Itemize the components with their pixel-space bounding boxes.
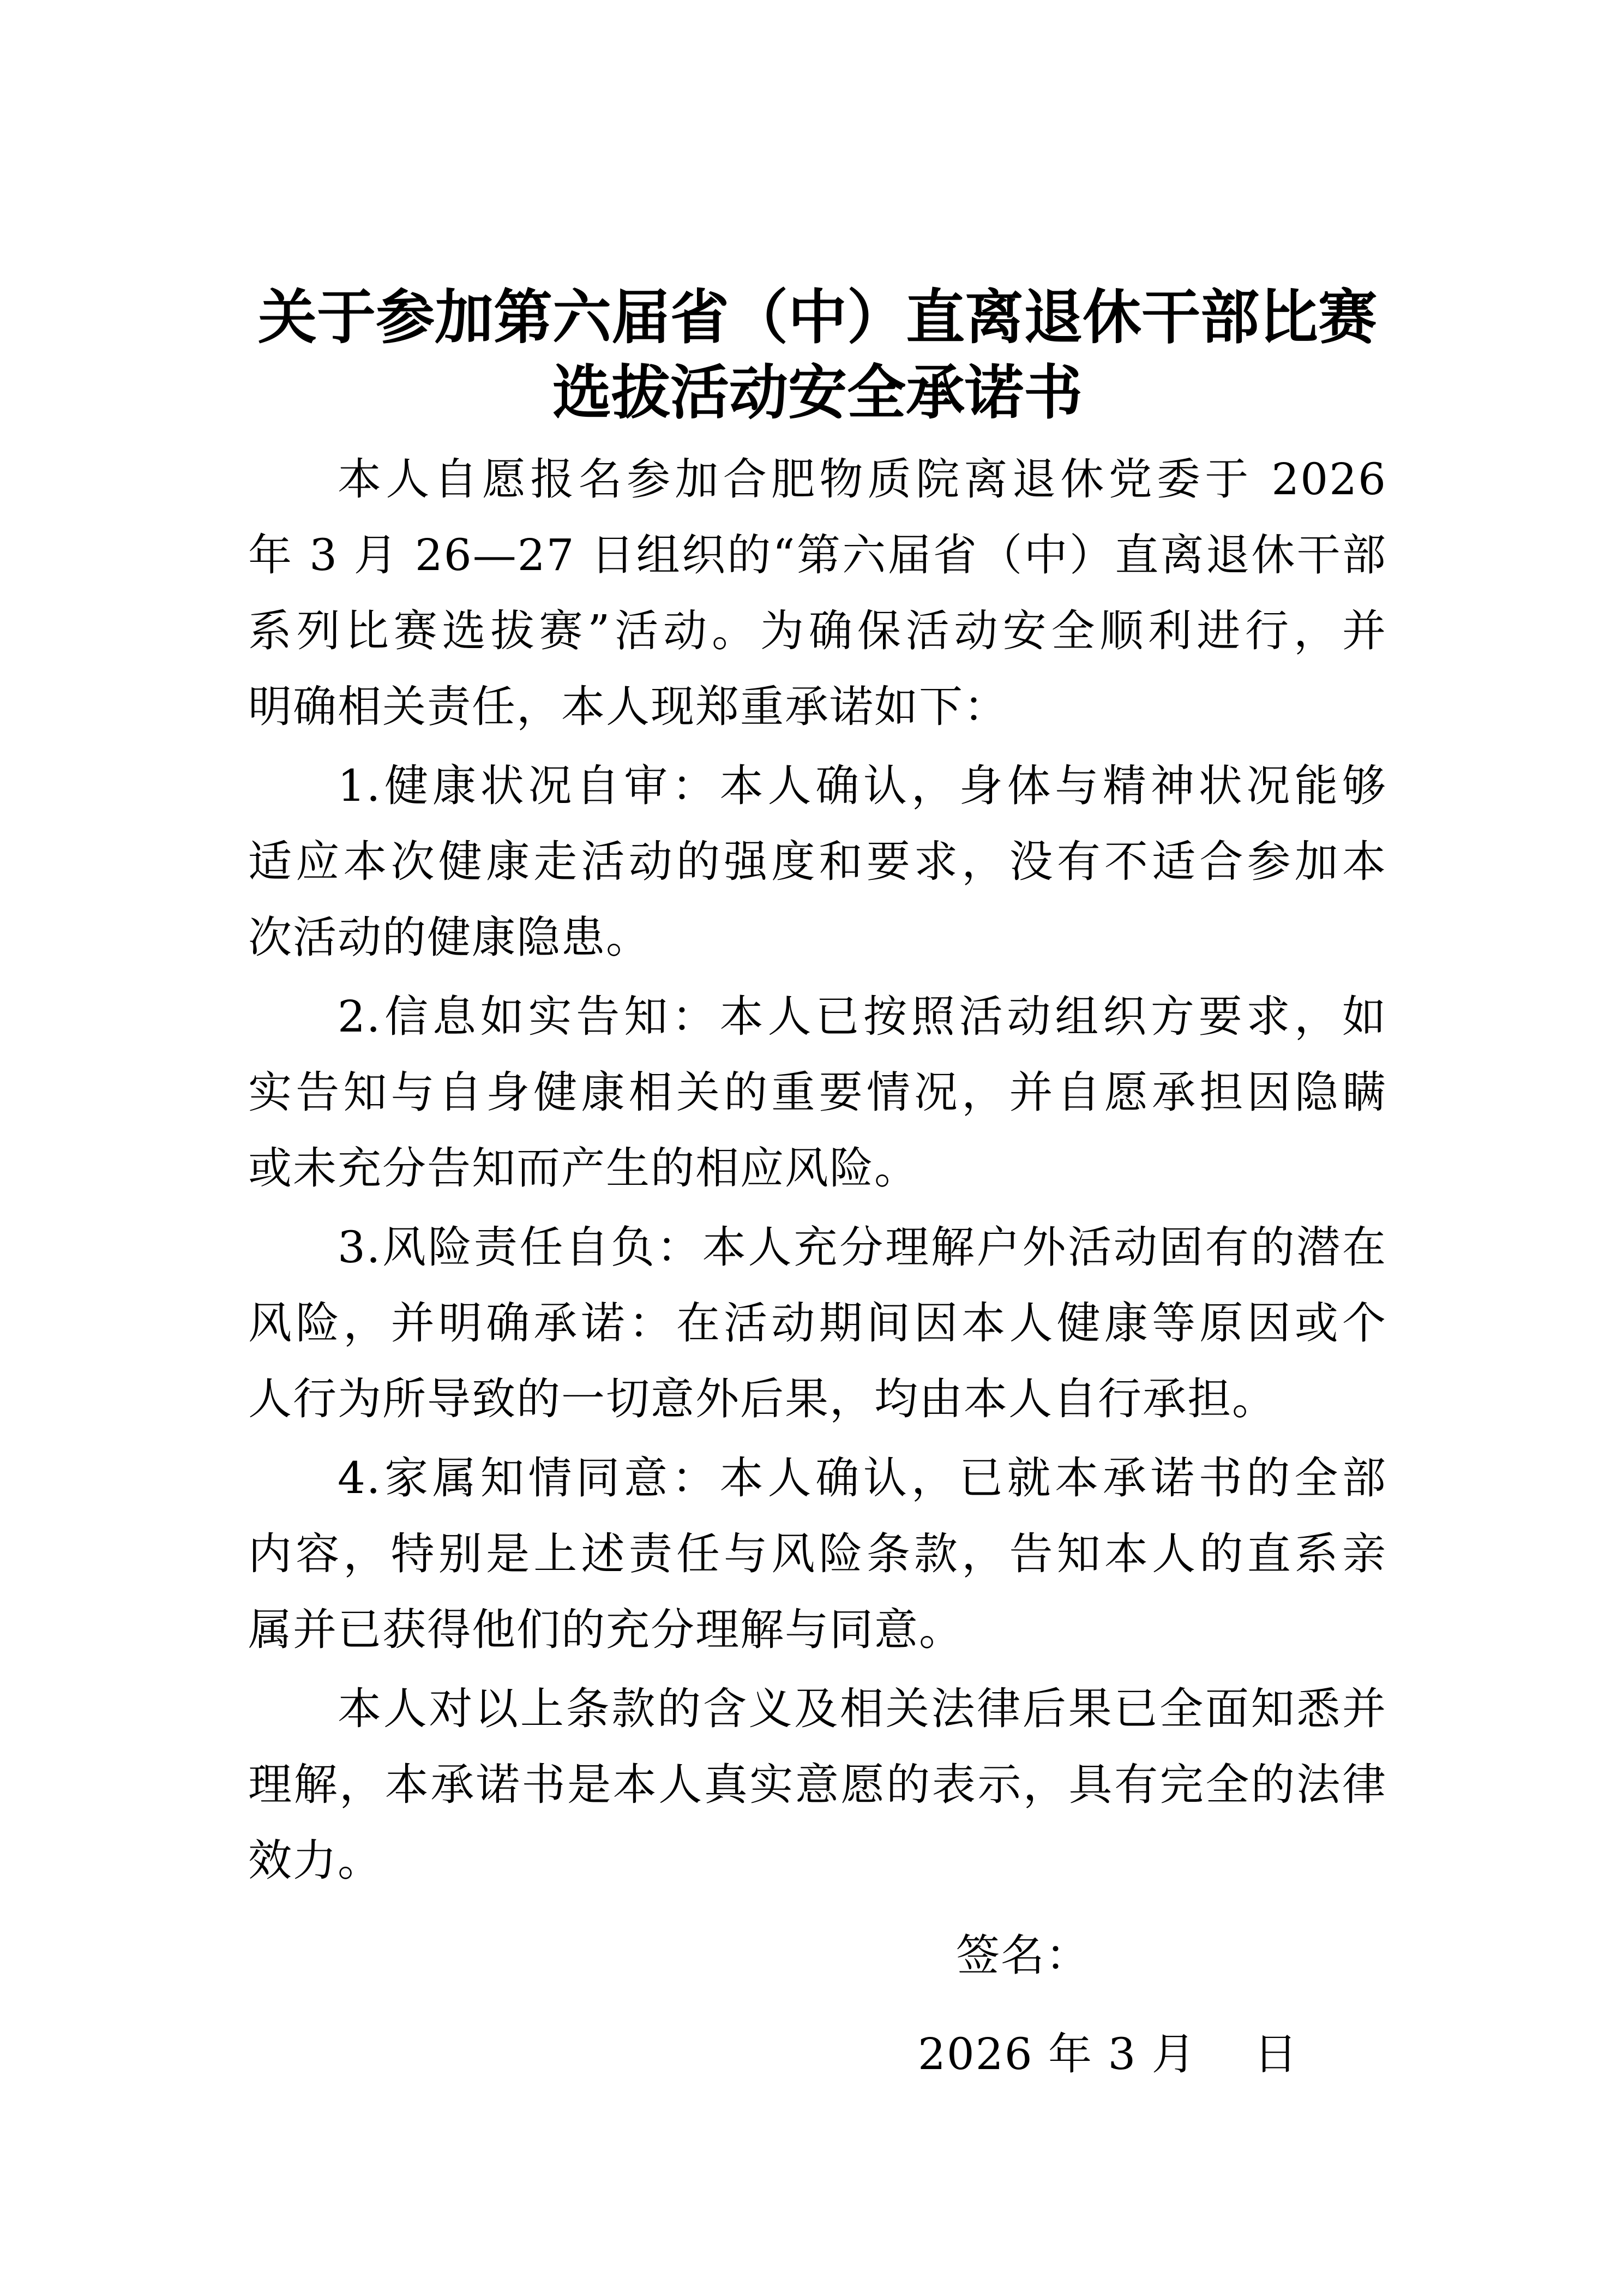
paragraph-line: 1.健康状况自审：本人确认，身体与精神状况能够 [338, 760, 1387, 811]
date-year-month: 2026 年 3 月 [918, 2029, 1197, 2079]
paragraph-line: 实告知与自身健康相关的重要情况，并自愿承担因隐瞒 [248, 1067, 1387, 1118]
clause-information-paragraph [248, 979, 1387, 1206]
clause-family-paragraph [248, 1440, 1387, 1668]
paragraph-line: 风险，并明确承诺：在活动期间因本人健康等原因或个 [248, 1298, 1387, 1348]
paragraph-line: 本人自愿报名参加合肥物质院离退休党委于 2026 [338, 454, 1387, 505]
paragraph-line: 本人对以上条款的含义及相关法律后果已全面知悉并 [338, 1683, 1387, 1734]
intro-paragraph [248, 441, 1387, 745]
paragraph-line: 人行为所导致的一切意外后果，均由本人自行承担。 [248, 1374, 1277, 1424]
paragraph-line: 系列比赛选拔赛”活动。为确保活动安全顺利进行，并 [248, 606, 1387, 656]
clause-health-paragraph [248, 748, 1387, 975]
title-line-1: 关于参加第六届省（中）直离退休干部比赛 [257, 283, 1377, 352]
document-content [248, 280, 1387, 1898]
clause-risk-paragraph [248, 1209, 1387, 1437]
paragraph-line: 明确相关责任，本人现郑重承诺如下： [248, 681, 1008, 732]
paragraph-line: 或未充分告知而产生的相应风险。 [248, 1143, 919, 1194]
paragraph-line: 适应本次健康走活动的强度和要求，没有不适合参加本 [248, 836, 1387, 887]
paragraph-line: 内容，特别是上述责任与风险条款，告知本人的直系亲 [248, 1528, 1387, 1579]
document-body [248, 441, 1387, 1898]
document-title [248, 280, 1387, 430]
paragraph-line: 3.风险责任自负：本人充分理解户外活动固有的潜在 [338, 1222, 1387, 1273]
paragraph-line: 4.家属知情同意：本人确认，已就本承诺书的全部 [338, 1453, 1387, 1503]
paragraph-line: 次活动的健康隐患。 [248, 912, 651, 963]
paragraph-line: 属并已获得他们的充分理解与同意。 [248, 1604, 964, 1655]
signature-label: 签名： [956, 1930, 1090, 1981]
title-line-2: 选拔活动安全承诺书 [552, 358, 1083, 427]
closing-paragraph [248, 1671, 1387, 1898]
date-day: 日 [1254, 2029, 1297, 2079]
paragraph-line: 效力。 [248, 1835, 382, 1886]
paragraph-line: 理解，本承诺书是本人真实意愿的表示，具有完全的法律 [248, 1759, 1387, 1810]
paragraph-line: 2.信息如实告知：本人已按照活动组织方要求，如 [338, 991, 1387, 1042]
paragraph-line: 年 3 月 26—27 日组织的“第六届省（中）直离退休干部 [248, 530, 1387, 580]
